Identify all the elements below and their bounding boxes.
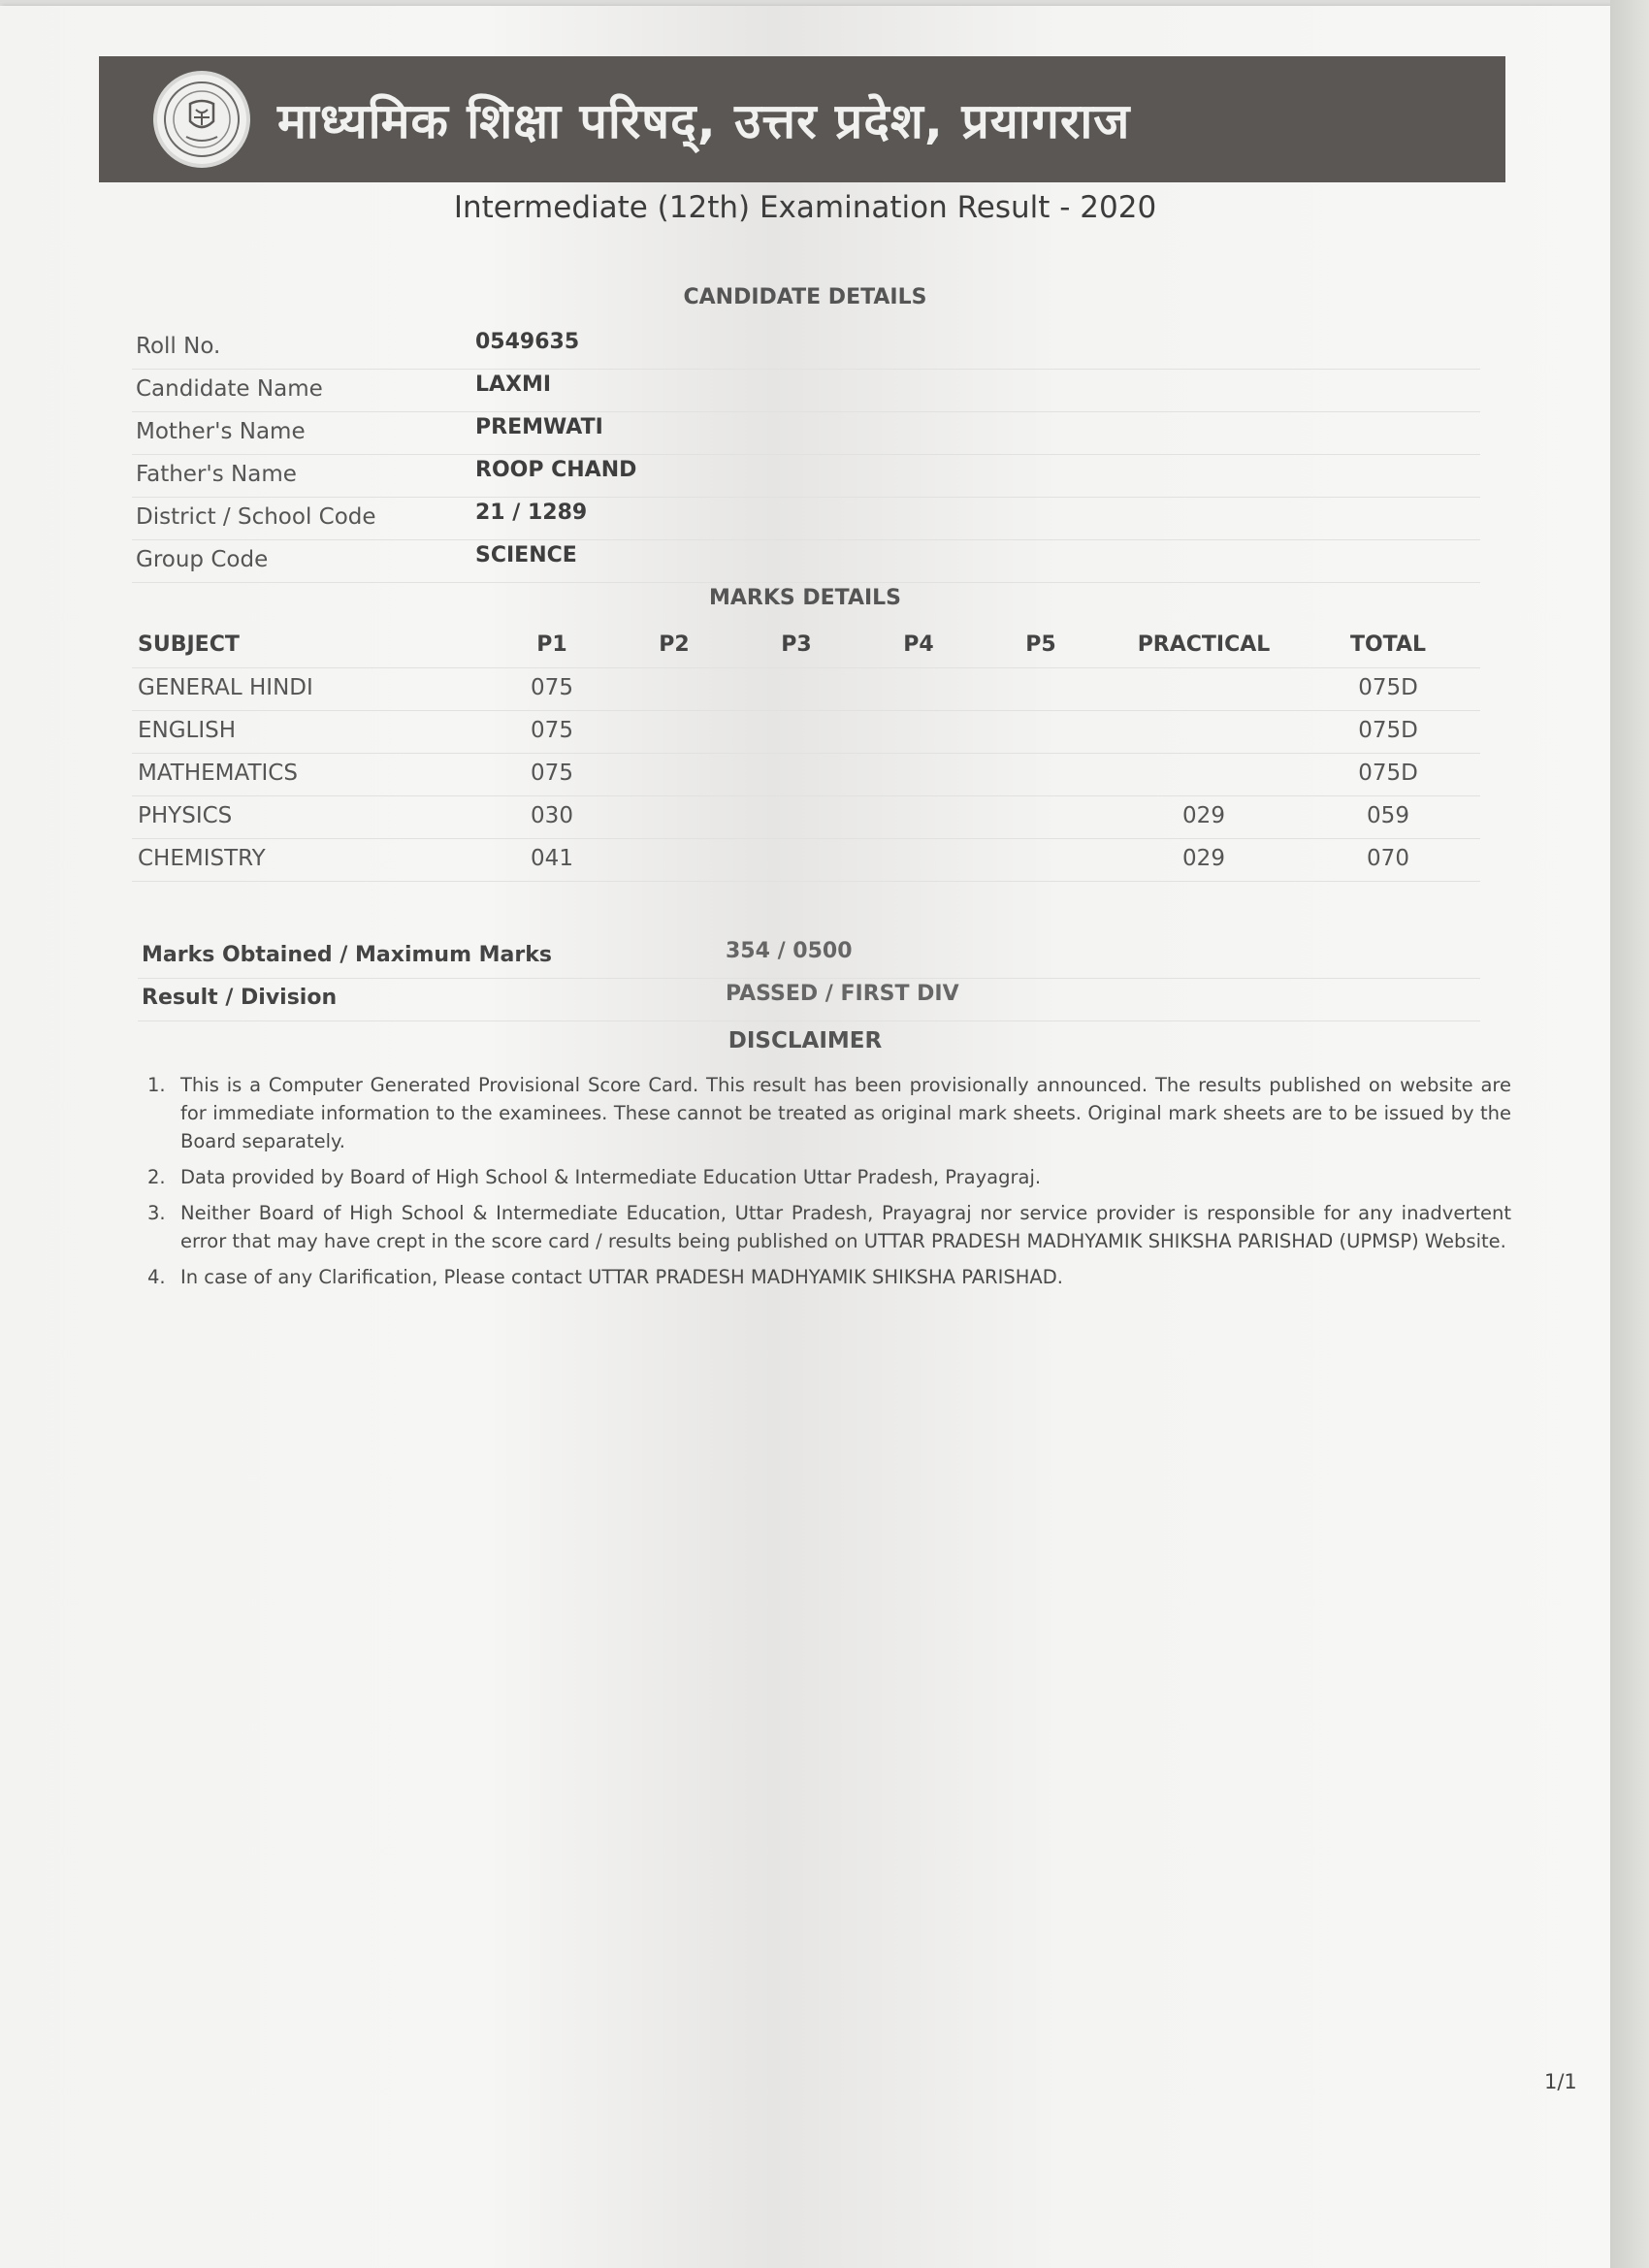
candidate-row-district-school bbox=[132, 497, 1480, 540]
disclaimer-heading: DISCLAIMER bbox=[728, 1028, 883, 1053]
marks-obtained-row bbox=[138, 935, 1480, 979]
total-cell: 070 bbox=[1367, 846, 1409, 871]
total-cell: 075D bbox=[1358, 718, 1418, 743]
field-value: PREMWATI bbox=[475, 415, 603, 439]
exam-title: Intermediate (12th) Examination Result - 2020 bbox=[453, 190, 1157, 225]
table-row bbox=[132, 838, 1480, 882]
disclaimer-list bbox=[147, 1071, 1511, 1299]
column-header: TOTAL bbox=[1349, 632, 1427, 657]
subject-cell: ENGLISH bbox=[138, 718, 237, 743]
field-value: ROOP CHAND bbox=[475, 458, 637, 482]
scan-edge bbox=[1610, 0, 1649, 2268]
subject-cell: CHEMISTRY bbox=[138, 846, 266, 871]
list-item: 4. In case of any Clarification, Please contact UTTAR PRADESH MADHYAMIK SHIKSHA PARISHAD. bbox=[147, 1266, 1063, 1288]
board-name-title: माध्यमिक शिक्षा परिषद्, उत्तर प्रदेश, प्रयागराज bbox=[277, 93, 1131, 149]
summary-label: Result / Division bbox=[142, 986, 338, 1010]
field-label: District / School Code bbox=[136, 504, 376, 530]
field-label: Roll No. bbox=[136, 334, 221, 359]
field-value: 0549635 bbox=[475, 330, 580, 354]
result-division-row bbox=[138, 978, 1480, 1021]
p1-cell: 075 bbox=[531, 675, 573, 700]
marks-table-header bbox=[132, 625, 1480, 668]
candidate-row-father-name bbox=[132, 454, 1480, 498]
field-label: Mother's Name bbox=[136, 419, 306, 444]
table-row bbox=[132, 667, 1480, 711]
page-number: 1/1 bbox=[1544, 2070, 1577, 2093]
p1-cell: 075 bbox=[531, 761, 573, 786]
column-header: SUBJECT bbox=[138, 632, 240, 657]
total-cell: 075D bbox=[1358, 675, 1418, 700]
table-row bbox=[132, 753, 1480, 796]
candidate-details-heading: CANDIDATE DETAILS bbox=[683, 285, 927, 309]
total-cell: 075D bbox=[1358, 761, 1418, 786]
up-government-emblem-icon bbox=[153, 71, 250, 168]
column-header: P4 bbox=[903, 632, 934, 657]
summary-label: Marks Obtained / Maximum Marks bbox=[142, 943, 552, 967]
field-label: Father's Name bbox=[136, 462, 297, 487]
field-label: Candidate Name bbox=[136, 376, 323, 402]
field-value: SCIENCE bbox=[475, 543, 577, 567]
list-item: 2. Data provided by Board of High School & Intermediate Education Uttar Pradesh, Prayagraj. bbox=[147, 1166, 1042, 1188]
field-value: LAXMI bbox=[475, 373, 552, 397]
p1-cell: 030 bbox=[531, 803, 573, 828]
practical-cell: 029 bbox=[1182, 803, 1225, 828]
subject-cell: MATHEMATICS bbox=[138, 761, 298, 786]
candidate-row-name bbox=[132, 369, 1480, 412]
table-row bbox=[132, 795, 1480, 839]
candidate-row-roll-no bbox=[132, 326, 1480, 370]
document-page bbox=[0, 6, 1610, 2268]
list-item: 3. Neither Board of High School & Intermediate Education, Uttar Pradesh, Prayagraj nor service provider is responsible for any inadvertent error that may have crept in the score card / results being published on UTTAR PRADESH MADHYAMIK SHIKSHA PARISHAD (UPMSP) Website. bbox=[147, 1202, 1511, 1252]
summary-value: 354 / 0500 bbox=[726, 939, 853, 963]
total-cell: 059 bbox=[1367, 803, 1409, 828]
column-header: PRACTICAL bbox=[1137, 632, 1271, 657]
table-row bbox=[132, 710, 1480, 754]
column-header: P2 bbox=[659, 632, 690, 657]
column-header: P1 bbox=[536, 632, 567, 657]
candidate-row-group-code bbox=[132, 539, 1480, 583]
practical-cell: 029 bbox=[1182, 846, 1225, 871]
field-label: Group Code bbox=[136, 547, 269, 572]
column-header: P5 bbox=[1025, 632, 1056, 657]
subject-cell: PHYSICS bbox=[138, 803, 233, 828]
board-header-banner bbox=[99, 56, 1505, 182]
p1-cell: 041 bbox=[531, 846, 573, 871]
summary-value: PASSED / FIRST DIV bbox=[726, 982, 959, 1006]
subject-cell: GENERAL HINDI bbox=[138, 675, 313, 700]
candidate-row-mother-name bbox=[132, 411, 1480, 455]
marks-details-heading: MARKS DETAILS bbox=[708, 586, 902, 610]
field-value: 21 / 1289 bbox=[475, 501, 588, 525]
p1-cell: 075 bbox=[531, 718, 573, 743]
list-item: 1. This is a Computer Generated Provisional Score Card. This result has been provisionally announced. The results published on website are for immediate information to the examinees. These cannot be treated as original mark sheets. Original mark sheets are to be issued by the Board separately. bbox=[147, 1074, 1511, 1152]
column-header: P3 bbox=[781, 632, 812, 657]
